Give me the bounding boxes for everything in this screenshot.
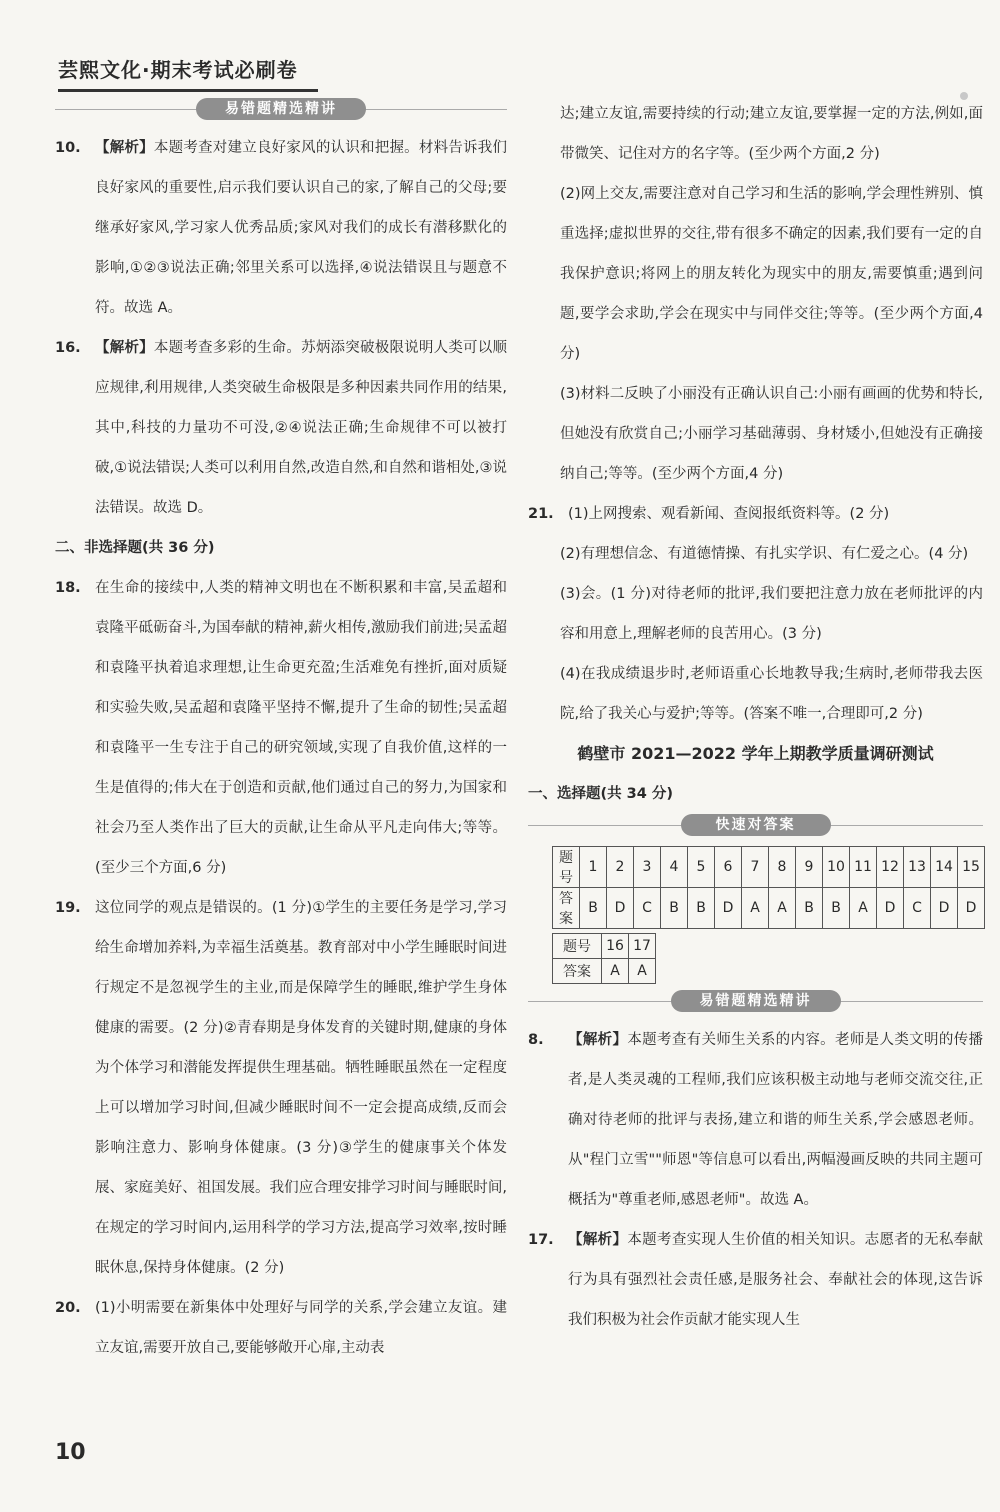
table-cell: B	[796, 888, 823, 929]
table-cell: 12	[877, 847, 904, 888]
table-cell: C	[904, 888, 931, 929]
question-text: (1)小明需要在新集体中处理好与同学的关系,学会建立友谊。建立友谊,需要开放自己,要能够敞开心扉,主动表	[95, 1300, 507, 1356]
table-row	[553, 934, 656, 959]
table-cell: 10	[823, 847, 850, 888]
question-number: 20.	[55, 1300, 81, 1316]
section-heading: 一、选择题(共 34 分)	[528, 786, 674, 802]
question-16	[55, 328, 507, 528]
table-cell: 11	[850, 847, 877, 888]
row-label: 题号	[553, 934, 602, 959]
analysis-tag: 【解析】	[568, 1032, 628, 1048]
table-cell: D	[607, 888, 634, 929]
table-cell: 9	[796, 847, 823, 888]
q21-part3: (3)会。(1 分)对待老师的批评,我们要把注意力放在老师批评的内容和用意上,理解老师的良苦用心。(3 分)	[560, 586, 983, 642]
question-number: 17.	[528, 1232, 554, 1248]
analysis-tag: 【解析】	[568, 1232, 628, 1248]
table-cell: A	[769, 888, 796, 929]
table-cell: 13	[904, 847, 931, 888]
section-heading: 二、非选择题(共 36 分)	[55, 540, 215, 556]
table-cell: A	[742, 888, 769, 929]
banner-left-wrap	[55, 98, 507, 128]
table-cell: 15	[958, 847, 985, 888]
table-row	[553, 888, 985, 929]
table-cell: D	[877, 888, 904, 929]
table-cell: 17	[629, 934, 656, 959]
table-cell: B	[823, 888, 850, 929]
left-column	[55, 98, 507, 1368]
question-18	[55, 568, 507, 888]
row-label: 答案	[553, 959, 602, 984]
answer-table	[552, 846, 985, 929]
table-cell: C	[634, 888, 661, 929]
test-title: 鹤壁市 2021—2022 学年上期教学质量调研测试	[577, 744, 934, 763]
table-cell: B	[661, 888, 688, 929]
table-cell: B	[580, 888, 607, 929]
q20-continued: 达;建立友谊,需要持续的行动;建立友谊,要掌握一定的方法,例如,面带微笑、记住对方的名字等。(至少两个方面,2 分)	[560, 106, 983, 162]
question-text: 本题考查实现人生价值的相关知识。志愿者的无私奉献行为具有强烈社会责任感,是服务社会、奉献社会的体现,这告诉我们积极为社会作贡献才能实现人生	[568, 1232, 984, 1328]
answer-table-2	[552, 933, 656, 984]
question-10	[55, 128, 507, 328]
row-label: 答案	[553, 888, 580, 929]
banner-left: 易错题精选精讲	[196, 98, 366, 120]
question-21	[528, 494, 983, 534]
header-title: 芸熙文化·期末考试必刷卷	[58, 58, 298, 82]
question-number: 10.	[55, 140, 81, 156]
q20-part3: (3)材料二反映了小丽没有正确认识自己:小丽有画画的优势和特长,但她没有欣赏自己;小丽学习基础薄弱、身材矮小,但她没有正确接纳自己;等等。(至少两个方面,4 分)	[560, 386, 983, 482]
question-number: 16.	[55, 340, 81, 356]
table-row	[553, 847, 985, 888]
table-cell: 16	[602, 934, 629, 959]
question-text: (1)上网搜索、观看新闻、查阅报纸资料等。(2 分)	[568, 506, 890, 522]
table-row	[553, 959, 656, 984]
analysis-tag: 【解析】	[95, 140, 154, 156]
question-text: 本题考查有关师生关系的内容。老师是人类文明的传播者,是人类灵魂的工程师,我们应该积极主动地与老师交流交往,正确对待老师的批评与表扬,建立和谐的师生关系,学会感恩老师。从"程门立雪""师恩"等信息可以看出,两幅漫画反映的共同主题可概括为"尊重老师,感恩老师"。故选 A。	[568, 1032, 984, 1208]
banner-right-wrap	[528, 990, 983, 1020]
table-cell: 8	[769, 847, 796, 888]
table-cell: 4	[661, 847, 688, 888]
question-text: 本题考查对建立良好家风的认识和把握。材料告诉我们良好家风的重要性,启示我们要认识自己的家,了解自己的父母;要继承好家风,学习家人优秀品质;家风对我们的成长有潜移默化的影响,①②③说法正确;邻里关系可以选择,④说法错误且与题意不符。故选 A。	[95, 140, 507, 316]
table-cell: 5	[688, 847, 715, 888]
question-text: 在生命的接续中,人类的精神文明也在不断积累和丰富,吴孟超和袁隆平砥砺奋斗,为国奉献的精神,薪火相传,激励我们前进;吴孟超和袁隆平执着追求理想,让生命更充盈;生活难免有挫折,面对质疑和实验失败,吴孟超和袁隆平坚持不懈,提升了生命的韧性;吴孟超和袁隆平一生专注于自己的研究领域,实现了自我价值,这样的一生是值得的;伟大在于创造和贡献,他们通过自己的努力,为国家和社会乃至人类作出了巨大的贡献,让生命从平凡走向伟大;等等。(至少三个方面,6 分)	[95, 580, 507, 876]
question-8	[528, 1020, 983, 1220]
page-number: 10	[55, 1440, 86, 1465]
table-cell: A	[629, 959, 656, 984]
question-19	[55, 888, 507, 1288]
banner-answers-wrap	[528, 814, 983, 840]
banner-right: 易错题精选精讲	[671, 990, 841, 1012]
question-text: 这位同学的观点是错误的。(1 分)①学生的主要任务是学习,学习给生命增加养料,为幸福生活奠基。教育部对中小学生睡眠时间进行规定不是忽视学生的主业,而是保障学生的睡眠,维护学生身体健康的需要。(2 分)②青春期是身体发育的关键时期,健康的身体为个体学习和潜能发挥提供生理基础。牺牲睡眠虽然在一定程度上可以增加学习时间,但减少睡眠时间不一定会提高成绩,反而会影响注意力、影响身体健康。(3 分)③学生的健康事关个体发展、家庭美好、祖国发展。我们应合理安排学习时间与睡眠时间,在规定的学习时间内,运用科学的学习方法,提高学习效率,按时睡眠休息,保持身体健康。(2 分)	[95, 900, 507, 1276]
table-cell: 1	[580, 847, 607, 888]
question-number: 8.	[528, 1032, 544, 1048]
banner-answers: 快速对答案	[681, 814, 831, 836]
q21-part2: (2)有理想信念、有道德情操、有扎实学识、有仁爱之心。(4 分)	[560, 546, 969, 562]
page-header	[58, 55, 318, 92]
row-label: 题号	[553, 847, 580, 888]
table-cell: A	[602, 959, 629, 984]
right-column	[528, 94, 983, 1340]
table-cell: D	[958, 888, 985, 929]
analysis-tag: 【解析】	[95, 340, 154, 356]
table-cell: A	[850, 888, 877, 929]
table-cell: D	[715, 888, 742, 929]
table-cell: 7	[742, 847, 769, 888]
table-cell: B	[688, 888, 715, 929]
q20-part2: (2)网上交友,需要注意对自己学习和生活的影响,学会理性辨别、慎重选择;虚拟世界的交往,带有很多不确定的因素,我们要有一定的自我保护意识;将网上的朋友转化为现实中的朋友,需要慎重;遇到问题,要学会求助,学会在现实中与同伴交往;等等。(至少两个方面,4 分)	[560, 186, 983, 362]
question-text: 本题考查多彩的生命。苏炳添突破极限说明人类可以顺应规律,利用规律,人类突破生命极限是多种因素共同作用的结果,其中,科技的力量功不可没,②④说法正确;生命规律不可以被打破,①说法错误;人类可以利用自然,改造自然,和自然和谐相处,③说法错误。故选 D。	[95, 340, 507, 516]
table-cell: 3	[634, 847, 661, 888]
question-number: 21.	[528, 506, 554, 522]
table-cell: D	[931, 888, 958, 929]
table-cell: 6	[715, 847, 742, 888]
question-17	[528, 1220, 983, 1340]
question-20	[55, 1288, 507, 1368]
table-cell: 14	[931, 847, 958, 888]
question-number: 18.	[55, 580, 81, 596]
q21-part4: (4)在我成绩退步时,老师语重心长地教导我;生病时,老师带我去医院,给了我关心与爱护;等等。(答案不唯一,合理即可,2 分)	[560, 666, 983, 722]
question-number: 19.	[55, 900, 81, 916]
table-cell: 2	[607, 847, 634, 888]
